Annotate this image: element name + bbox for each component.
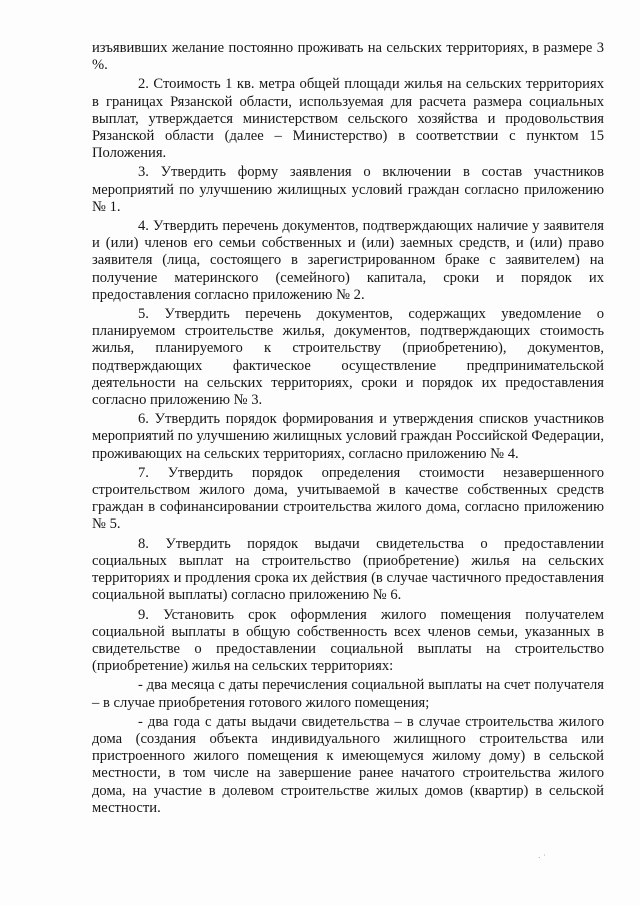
paragraph-item-7: 7. Утвердить порядок определения стоимости незавершенного строительством жилого дома, учитываемой в качестве собственных средств граждан в софинансировании строительства жилого дома, согласно приложению № 5. — [92, 464, 604, 533]
document-body — [92, 40, 604, 817]
dash-item-1: - два месяца с даты перечисления социальной выплаты на счет получателя – в случае приобретения готового жилого помещения; — [92, 677, 604, 711]
paragraph-continuation: изъявивших желание постоянно проживать на сельских территориях, в размере 3 %. — [92, 40, 604, 74]
paragraph-item-6: 6. Утвердить порядок формирования и утверждения списков участников мероприятий по улучшению жилищных условий граждан Российской Федерации, проживающих на сельских территориях, согласно приложению № 4. — [92, 411, 604, 462]
paragraph-item-8: 8. Утвердить порядок выдачи свидетельства о предоставлении социальных выплат на строительство (приобретение) жилья на сельских территориях и продления срока их действия (в случае частичного предоставления социальной выплаты) согласно приложению № 6. — [92, 535, 604, 604]
paragraph-item-2: 2. Стоимость 1 кв. метра общей площади жилья на сельских территориях в границах Рязанской области, используемая для расчета размера социальных выплат, утверждается министерством сельского хозяйства и продовольствия Рязанской области (далее – Министерство) в соответствии с пунктом 15 Положения. — [92, 76, 604, 162]
paragraph-item-3: 3. Утвердить форму заявления о включении в состав участников мероприятий по улучшению жилищных условий граждан согласно приложению № 1. — [92, 164, 604, 215]
scan-speck: . · — [538, 851, 546, 860]
paragraph-item-4: 4. Утвердить перечень документов, подтверждающих наличие у заявителя и (или) членов его семьи собственных и (или) заемных средств, и (или) право заявителя (лица, состоящего в зарегистрированном браке с заявителем) на получение материнского (семейного) капитала, сроки и порядок их предоставления согласно приложению № 2. — [92, 218, 604, 303]
dash-item-2: - два года с даты выдачи свидетельства – в случае строительства жилого дома (создания объекта индивидуального жилищного строительства или пристроенного жилого помещения к имеющемуся жилому дому) в сельской местности, в том числе на завершение ранее начатого строительства жилого дома, на участие в долевом строительстве жилых домов (квартир) в сельской местности. — [92, 713, 604, 816]
paragraph-item-9: 9. Установить срок оформления жилого помещения получателем социальной выплаты в общую собственность всех членов семьи, указанных в свидетельстве о предоставлении социальной выплаты на строительство (приобретение) жилья на сельских территориях: — [92, 606, 604, 675]
paragraph-item-5: 5. Утвердить перечень документов, содержащих уведомление о планируемом строительстве жилья, документов, подтверждающих стоимость жилья, планируемого к строительству (приобретению), документов, подтверждающих фактическое осуществление предпринимательской деятельности на сельских территориях, сроки и порядок их предоставления согласно приложению № 3. — [92, 306, 604, 409]
